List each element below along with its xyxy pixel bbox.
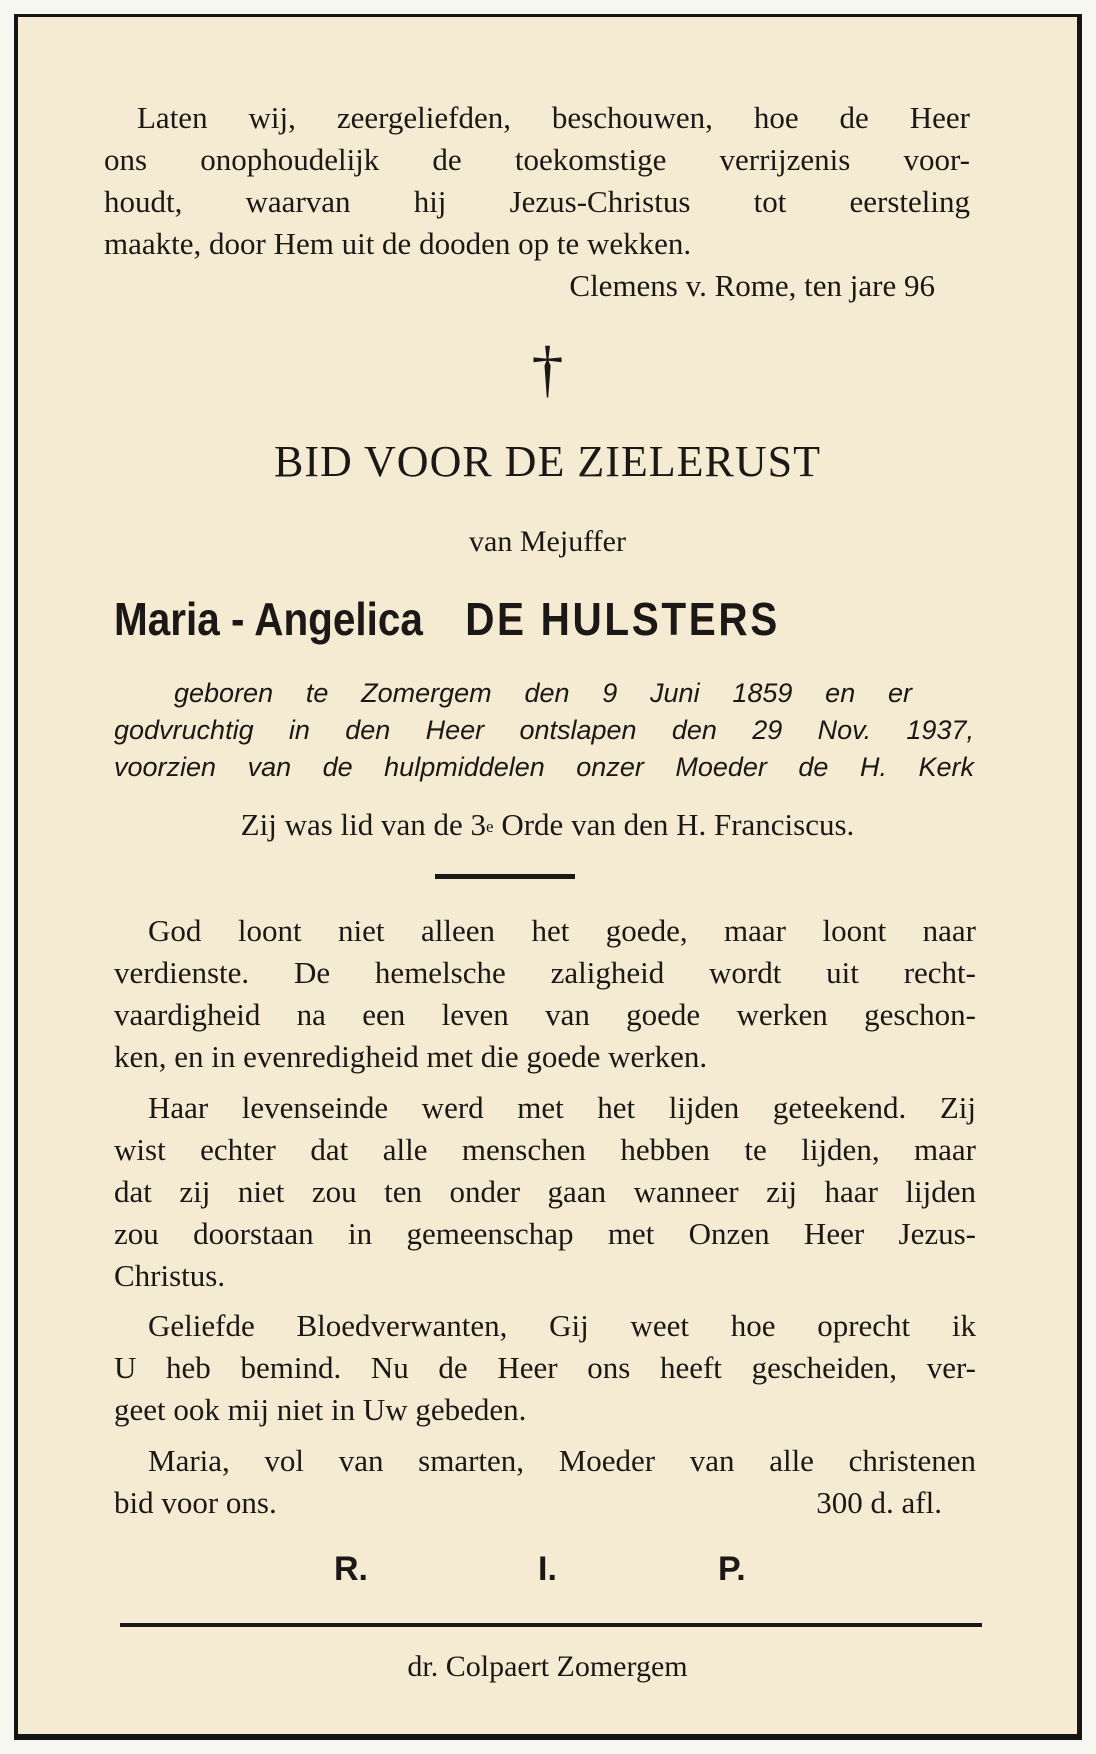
detail-line: godvruchtig in den Heer ontslapen den 29 Nov. 1937,: [114, 715, 974, 745]
rip-letter: I.: [538, 1550, 557, 1588]
rip-letter: P.: [718, 1550, 746, 1588]
detail-line: voorzien van de hulpmiddelen onzer Moeder de H. Kerk: [114, 752, 974, 782]
printer-credit: dr. Colpaert Zomergem: [407, 1650, 688, 1683]
quote-line: maakte, door Hem uit de dooden op te wekken.: [104, 226, 692, 261]
quote-line: Laten wij, zeergeliefden, beschouwen, hoe de Heer: [137, 100, 970, 135]
birth-death-details: [114, 675, 974, 786]
quote-line: ons onophoudelijk de toekomstige verrijzenis voor-: [104, 142, 970, 177]
opening-quote: [104, 97, 970, 265]
family-name: DE HULSTERS: [465, 593, 780, 645]
quote-line: houdt, waarvan hij Jezus-Christus tot eersteling: [104, 184, 970, 219]
given-names: Maria - Angelica: [114, 593, 423, 645]
title-prefix: van Mejuffer: [469, 525, 626, 558]
quote-source: Clemens v. Rome, ten jare 96: [569, 268, 935, 303]
indulgence: 300 d. afl.: [816, 1485, 942, 1520]
divider: [435, 874, 575, 879]
membership-line: Zij was lid van de 3e Orde van den H. Franciscus.: [240, 807, 855, 842]
page-title: BID VOOR DE ZIELERUST: [274, 437, 821, 486]
paragraph: Geliefde Bloedverwanten, Gij weet hoe oprecht ik U heb bemind. Nu de Heer ons heeft gescheiden, ver- geet ook mij niet in Uw gebeden.: [114, 1308, 976, 1427]
prayer-line: Maria, vol van smarten, Moeder van alle christenen: [148, 1443, 976, 1478]
prayer-line: bid voor ons.: [114, 1485, 277, 1520]
memorial-card: [14, 14, 1082, 1740]
divider: [120, 1623, 982, 1627]
rip-letter: R.: [334, 1550, 368, 1588]
prayer: [114, 1440, 976, 1524]
deceased-name: [114, 589, 871, 649]
cross-icon: †: [531, 333, 564, 404]
paragraph: God loont niet alleen het goede, maar loont naar verdienste. De hemelsche zaligheid wordt uit recht- vaardigheid na een leven van goede werken geschon- ken, en in evenredigheid met die goede werken.: [114, 913, 976, 1074]
detail-line: geboren te Zomergem den 9 Juni 1859 en er: [174, 678, 912, 708]
paragraph: Haar levenseinde werd met het lijden geteekend. Zij wist echter dat alle menschen hebben te lijden, maar dat zij niet zou ten onder gaan wanneer zij haar lijden zou doorstaan in gemeenschap met Onzen Heer Jezus- Christus.: [114, 1090, 976, 1293]
